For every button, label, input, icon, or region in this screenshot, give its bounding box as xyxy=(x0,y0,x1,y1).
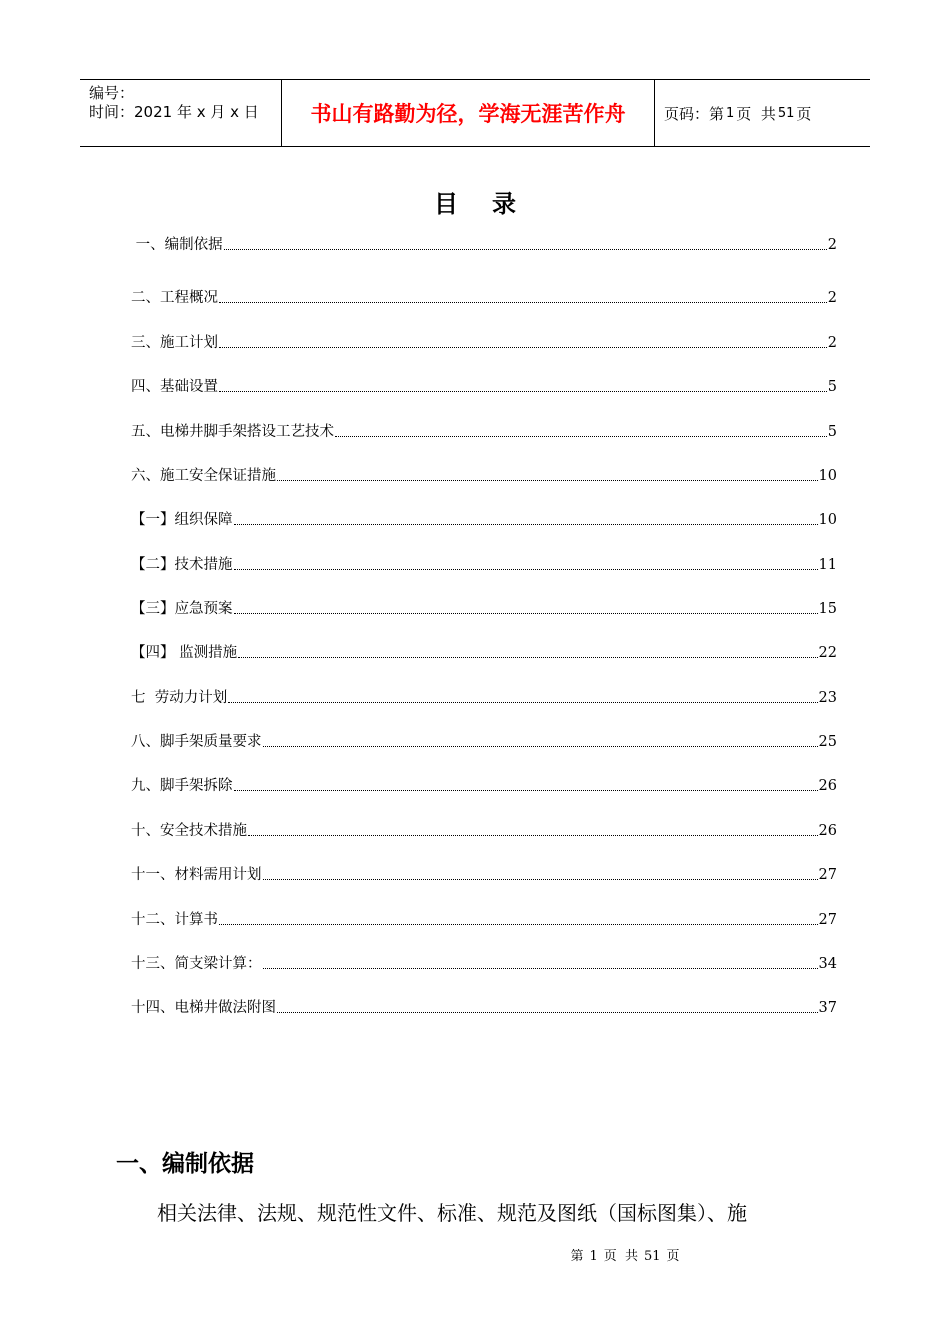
footer-suffix: 页 xyxy=(666,1249,680,1264)
footer-prefix: 第 xyxy=(570,1249,584,1264)
toc-entry[interactable] xyxy=(131,909,837,931)
toc-dot-leader xyxy=(277,1011,818,1013)
toc-entry-label: 十二、计算书 xyxy=(131,912,218,928)
toc-dot-leader xyxy=(248,834,818,836)
toc-title: 目录 xyxy=(434,190,550,218)
toc-entry-label: 七 劳动力计划 xyxy=(131,690,228,706)
toc-entry[interactable] xyxy=(131,465,837,487)
toc-entry-label: 八、脚手架质量要求 xyxy=(131,734,262,750)
toc-dot-leader xyxy=(219,301,827,303)
toc-entry-page: 26 xyxy=(818,823,837,839)
toc-dot-leader xyxy=(234,523,818,525)
toc-dot-leader xyxy=(263,967,818,969)
toc-entry-label: 一、编制依据 xyxy=(131,237,223,253)
header-page-total: 51 xyxy=(777,105,795,121)
toc-entry-page: 10 xyxy=(818,512,837,528)
toc-entry-label: 【四】 监测措施 xyxy=(131,645,238,661)
toc-entry-page: 23 xyxy=(818,690,837,706)
toc-dot-leader xyxy=(335,435,827,437)
toc-entry-page: 2 xyxy=(827,237,837,253)
header-page-mid: 页 共 xyxy=(736,104,776,123)
toc-dot-leader xyxy=(234,789,818,791)
toc-entry-label: 五、电梯井脚手架搭设工艺技术 xyxy=(131,424,334,440)
toc-entry-page: 5 xyxy=(827,379,837,395)
toc-entry[interactable] xyxy=(131,421,837,443)
toc-entry-label: 十四、电梯井做法附图 xyxy=(131,1000,276,1016)
toc-entry-page: 26 xyxy=(818,778,837,794)
footer-total: 51 xyxy=(644,1249,661,1264)
header-motto: 书山有路勤为径，学海无涯苦作舟 xyxy=(310,102,626,126)
toc-entry[interactable] xyxy=(131,598,837,620)
toc-dot-leader xyxy=(263,745,818,747)
toc-entry-label: 【三】应急预案 xyxy=(131,601,233,617)
toc-entry[interactable] xyxy=(131,775,837,797)
toc-entry-label: 十、安全技术措施 xyxy=(131,823,247,839)
toc-entry-page: 2 xyxy=(827,290,837,306)
toc-entry-page: 34 xyxy=(818,956,837,972)
header-page-current: 1 xyxy=(726,105,735,121)
toc-entry-page: 25 xyxy=(818,734,837,750)
toc-entry[interactable] xyxy=(131,376,837,398)
toc-entry-label: 【二】技术措施 xyxy=(131,557,233,573)
toc-entry-page: 37 xyxy=(818,1000,837,1016)
toc-entry[interactable] xyxy=(131,234,837,256)
toc-entry-page: 15 xyxy=(818,601,837,617)
toc-entry-label: 十一、材料需用计划 xyxy=(131,867,262,883)
header-motto-cell xyxy=(281,80,655,146)
toc-entry-label: 十三、简支梁计算： xyxy=(131,956,262,972)
toc-entry[interactable] xyxy=(131,687,837,709)
toc-entry-page: 22 xyxy=(818,645,837,661)
toc-entry[interactable] xyxy=(131,642,837,664)
toc-entry[interactable] xyxy=(131,287,837,309)
toc-entry[interactable] xyxy=(131,864,837,886)
toc-entry-page: 11 xyxy=(818,557,837,573)
header-meta-cell xyxy=(80,80,281,146)
toc-entry[interactable] xyxy=(131,509,837,531)
toc-entry-page: 5 xyxy=(827,424,837,440)
toc-entry-label: 【一】组织保障 xyxy=(131,512,233,528)
toc-entry-label: 三、施工计划 xyxy=(131,335,218,351)
header-page-end: 页 xyxy=(796,104,812,123)
toc-dot-leader xyxy=(219,390,827,392)
toc-dot-leader xyxy=(219,346,827,348)
header-page-label: 页码：第 xyxy=(664,104,725,123)
toc-entry-page: 27 xyxy=(818,867,837,883)
section-heading: 一、编制依据 xyxy=(116,1151,254,1177)
toc-entry[interactable] xyxy=(131,953,837,975)
toc-entry-label: 六、施工安全保证措施 xyxy=(131,468,276,484)
page-footer xyxy=(0,1245,950,1264)
toc-entry-page: 27 xyxy=(818,912,837,928)
toc-entry[interactable] xyxy=(131,731,837,753)
toc-entry[interactable] xyxy=(131,997,837,1019)
toc-entry-page: 2 xyxy=(827,335,837,351)
toc-entry-page: 10 xyxy=(818,468,837,484)
toc-dot-leader xyxy=(224,248,827,250)
toc-dot-leader xyxy=(234,612,818,614)
toc-entry-label: 二、工程概况 xyxy=(131,290,218,306)
toc-dot-leader xyxy=(228,701,817,703)
toc-dot-leader xyxy=(234,568,818,570)
document-number-label: 编号： xyxy=(89,84,135,102)
header-page-cell xyxy=(655,80,870,146)
section-body-text: 相关法律、法规、规范性文件、标准、规范及图纸（国标图集）、施 xyxy=(157,1201,747,1225)
toc-dot-leader xyxy=(238,656,817,658)
toc-entry[interactable] xyxy=(131,554,837,576)
toc-dot-leader xyxy=(263,878,818,880)
toc-dot-leader xyxy=(277,479,818,481)
footer-current: 1 xyxy=(589,1249,598,1264)
page-header-table xyxy=(80,79,870,147)
toc-entry-label: 四、基础设置 xyxy=(131,379,218,395)
toc-entry[interactable] xyxy=(131,820,837,842)
footer-mid: 页 共 xyxy=(603,1249,638,1264)
toc-dot-leader xyxy=(219,923,818,925)
toc-entry-label: 九、脚手架拆除 xyxy=(131,778,233,794)
toc-entry[interactable] xyxy=(131,332,837,354)
document-time-label: 时间：2021 年 x 月 x 日 xyxy=(89,103,259,121)
